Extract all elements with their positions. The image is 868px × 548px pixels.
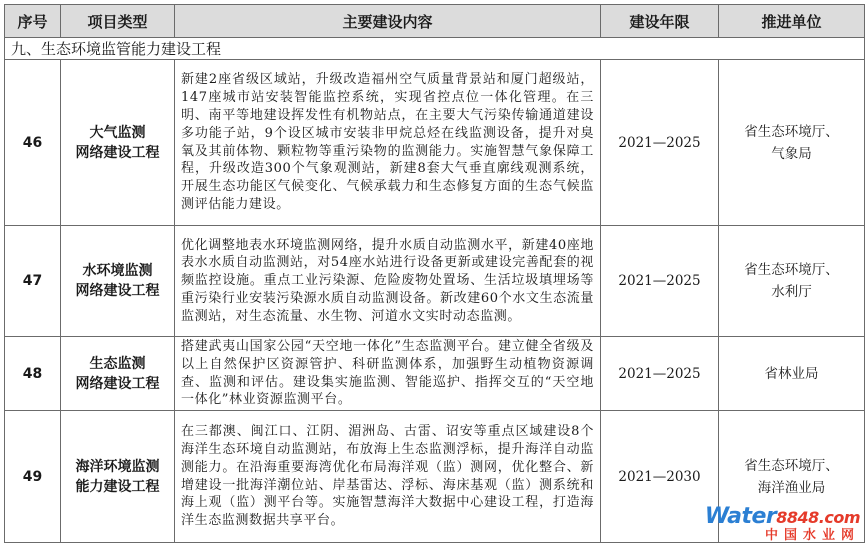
section-row (5, 38, 865, 60)
row-type-line: 网络建设工程 (75, 283, 160, 299)
watermark-brand-text: Water (704, 504, 777, 529)
row-content: 新建2座省级区域站，升级改造福州空气质量背景站和厦门超级站，147座城市站安装智能监控系统，实现省控点位一体化管理。在三明、南平等地建设挥发性有机物站点，在主要大气污染传输通道建设多功能子站，9个设区城市安装非甲烷总烃在线监测设备，提升对臭氧及其前体物、颗粒物等重污染物的监测能力。实施智慧气象保障工程，升级改造300个气象观测站，新建8套大气垂直廓线观测系统，开展生态功能区气候变化、气候承载力和生态修复方面的生态气候监测评估能力建设。 (175, 60, 601, 226)
watermark-brand (705, 504, 860, 529)
header-years: 建设年限 (601, 5, 719, 38)
header-content: 主要建设内容 (175, 5, 601, 38)
watermark-brand-tld: .com (818, 508, 860, 527)
row-unit (719, 337, 865, 411)
row-number: 46 (5, 60, 61, 226)
header-unit: 推进单位 (719, 5, 865, 38)
row-type-line: 网络建设工程 (75, 375, 160, 392)
row-years: 2021—2025 (601, 226, 719, 337)
row-type (61, 337, 175, 411)
row-type-line: 生态监测 (89, 355, 146, 372)
table-row (5, 60, 865, 226)
row-content: 在三都澳、闽江口、江阴、湄洲岛、古雷、诏安等重点区域建设8个海洋生态环境自动监测站，布放海上生态监测浮标，提升海洋自动监测能力。在沿海重要海湾优化布局海洋观（监）测网，优化整合、新增建设一批海洋潮位站、岸基雷达、浮标、海床基观（监）测系统和海上观（监）测平台等。实施智慧海洋大数据中心建设工程，打造海洋生态监测数据共享平台。 (175, 411, 601, 543)
row-unit-line: 气象局 (771, 145, 812, 162)
row-unit-line: 水利厅 (771, 284, 812, 300)
row-type (61, 60, 175, 226)
watermark-site-name: 中国水业网 (764, 528, 860, 543)
table-row (5, 337, 865, 411)
row-years: 2021—2030 (601, 411, 719, 543)
row-content: 优化调整地表水环境监测网络，提升水质自动监测水平，新建40座地表水水质自动监测站，对54座水站进行设备更新或建设完善配套的视频监控设施。重点工业污染源、危险废物处置场、生活垃圾填埋场等重污染行业安装污染源水质自动监测设备。新改建60个水文生态流量监测站，对生态流量、水生物、河道水文实时动态监测。 (175, 226, 601, 337)
header-seq: 序号 (5, 5, 61, 38)
row-type (61, 411, 175, 543)
row-unit-line: 海洋渔业局 (757, 479, 826, 496)
row-years: 2021—2025 (601, 337, 719, 411)
row-type-line: 水环境监测 (82, 263, 153, 279)
table-row (5, 226, 865, 337)
row-unit-line: 省生态环境厅、 (744, 457, 839, 474)
row-type-line: 网络建设工程 (75, 144, 160, 161)
watermark-brand-number: 8848 (776, 508, 819, 527)
row-type-line: 海洋环境监测 (75, 458, 160, 475)
row-unit-line: 省生态环境厅、 (744, 262, 839, 278)
project-table (4, 4, 865, 543)
table-header-row (5, 5, 865, 38)
row-unit (719, 60, 865, 226)
row-unit (719, 226, 865, 337)
row-type (61, 226, 175, 337)
section-title: 九、生态环境监管能力建设工程 (5, 38, 865, 60)
row-content: 搭建武夷山国家公园“天空地一体化”生态监测平台。建立健全省级及以上自然保护区资源管护、科研监测体系，加强野生动植物资源调查、监测和评估。建设集实施监测、智能巡护、指挥交互的“天空地一体化”林业资源监测平台。 (175, 337, 601, 411)
header-type: 项目类型 (61, 5, 175, 38)
row-unit-line: 省林业局 (764, 365, 819, 382)
row-number: 48 (5, 337, 61, 411)
row-type-line: 大气监测 (89, 124, 146, 141)
row-years: 2021—2025 (601, 60, 719, 226)
row-number: 47 (5, 226, 61, 337)
site-watermark-logo (705, 506, 860, 542)
row-number: 49 (5, 411, 61, 543)
row-type-line: 能力建设工程 (75, 478, 160, 495)
row-unit-line: 省生态环境厅、 (744, 123, 839, 140)
